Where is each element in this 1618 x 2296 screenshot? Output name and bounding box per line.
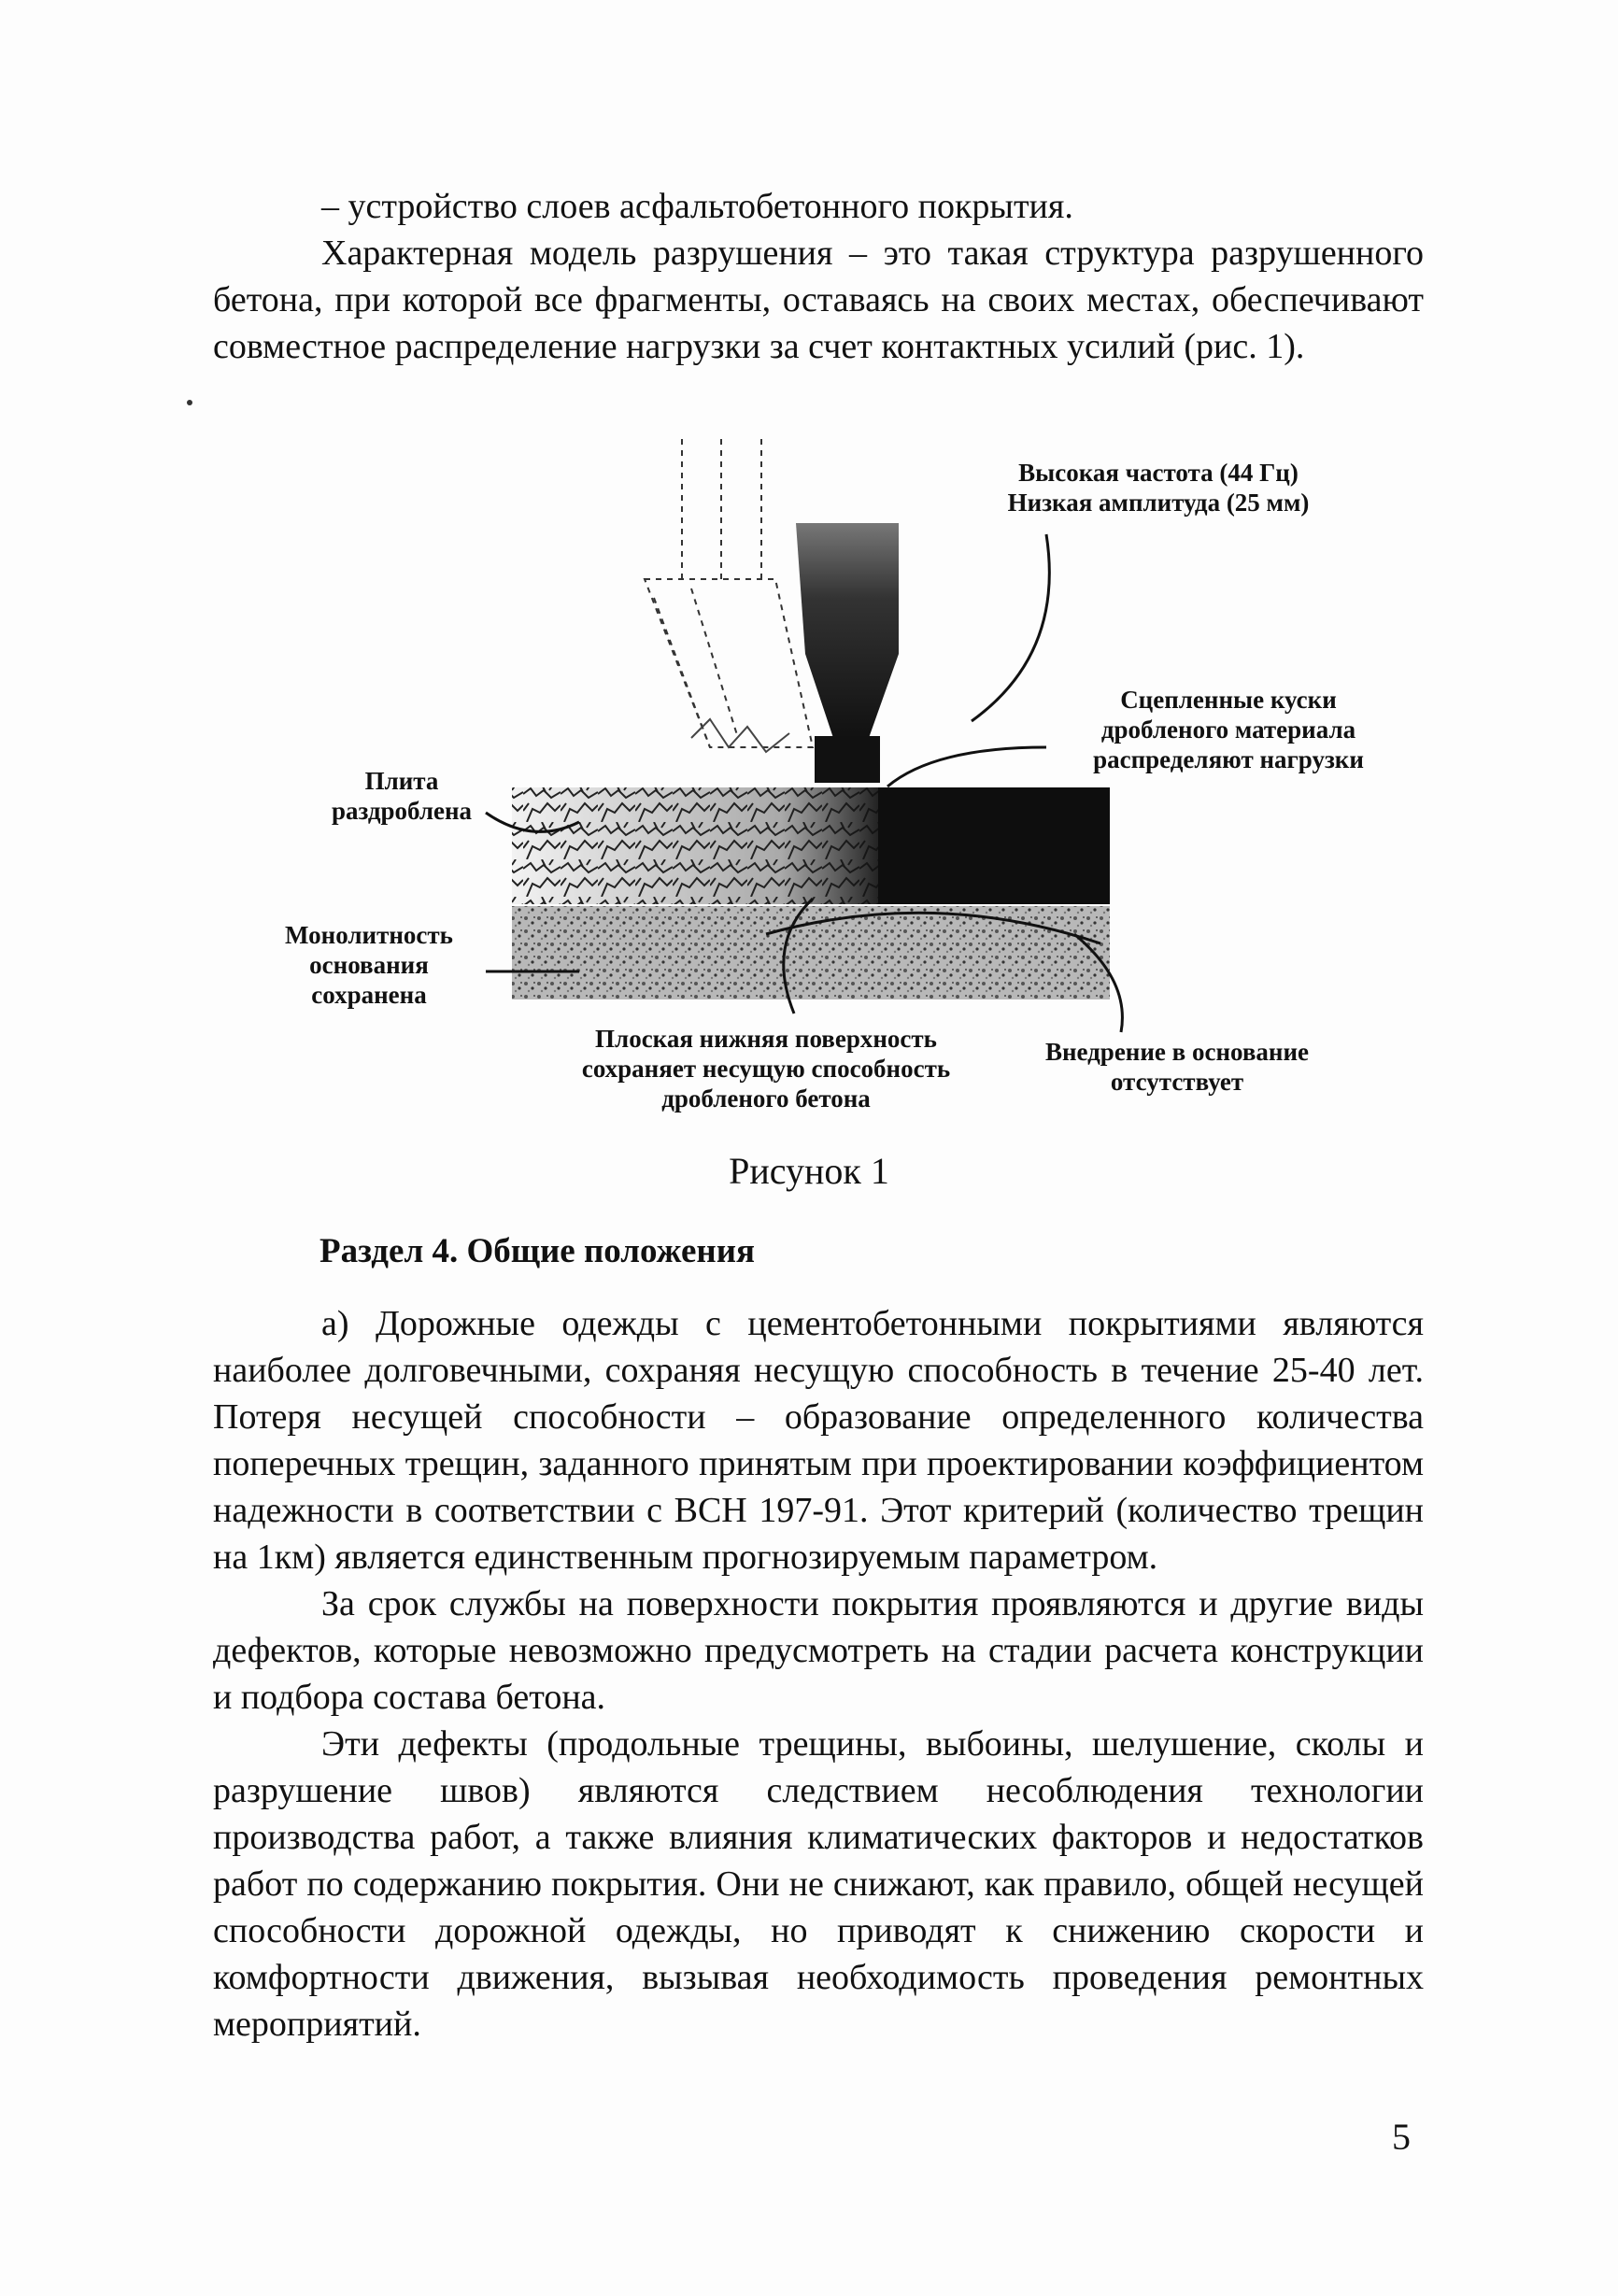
label-base-integrity [252,920,486,1010]
label-flat-line2: сохраняет несущую способность [581,1055,951,1083]
label-frequency-line1: Высокая частота (44 Гц) [1018,459,1299,487]
leader-frequency [972,534,1049,721]
label-nopen-line1: Внедрение в основание [1044,1038,1310,1066]
intact-slab [878,787,1110,904]
page-number: 5 [1392,2116,1411,2158]
label-base-line2: основания [309,951,429,979]
label-slab-line1: Плита [364,767,439,795]
vibro-hammer [796,523,899,738]
label-nopen-line2: отсутствует [1110,1068,1244,1096]
label-frequency-line2: Низкая амплитуда (25 мм) [1007,489,1310,517]
label-frequency [972,458,1345,517]
intro-line: – устройство слоев асфальтобетонного покрытия. [321,187,1073,226]
figure-caption: Рисунок 1 [729,1150,889,1192]
base-layer [512,906,1110,999]
label-crushed-pieces [1056,685,1401,774]
label-flat-line1: Плоская нижняя поверхность [595,1025,937,1053]
section-body [213,1300,1424,2048]
section-paragraph-3: Эти дефекты (продольные трещины, выбоины, шелушение, сколы и разрушение швов) являются следствием несоблюдения технологии производства работ, а также влияния климатических факторов и недостатков работ по содержанию покрытия. Они не снижают, как правило, общей несущей способности дорожной одежды, но приводят к снижению скорости и комфортности движения, вызывая необходимость проведения ремонтных мероприятий. [213,1724,1424,2044]
label-flat-line3: дробленого бетона [661,1084,871,1113]
section-heading: Раздел 4. Общие положения [319,1232,756,1270]
label-no-penetration [1009,1037,1345,1097]
hammer-foot [815,736,880,783]
label-pieces-line2: дробленого материала [1100,716,1356,744]
section-paragraph-2: За срок службы на поверхности покрытия проявляются и другие виды дефектов, которые невозможно предусмотреть на стадии расчета конструкции и подбора состава бетона. [213,1584,1424,1717]
label-pieces-line3: распределяют нагрузки [1093,745,1364,773]
label-pieces-line1: Сцепленные куски [1120,686,1337,714]
label-base-line1: Монолитность [285,921,453,949]
label-slab-line2: раздроблена [331,797,473,825]
intro-paragraph: Характерная модель разрушения – это такая структура разрушенного бетона, при которой все фрагменты, оставаясь на своих местах, обеспечивают совместное распределение нагрузки за счет контактных усилий (рис. 1). [213,234,1424,366]
hammer-ghost-outlines [645,439,813,747]
leader-pieces [887,747,1046,787]
label-base-line3: сохранена [311,981,427,1009]
label-flat-surface [532,1024,1000,1113]
label-slab-crushed [299,766,504,826]
section-paragraph-a: а) Дорожные одежды с цементобетонными покрытиями являются наиболее долговечными, сохраняя несущую способность в течение 25-40 лет. Потеря несущей способности – образование определенного количества поперечных трещин, заданного принятым при проектировании коэффициентом надежности в соответствии с ВСН 197-91. Этот критерий (количество трещин на 1км) является единственным прогнозируемым параметром. [213,1304,1424,1577]
